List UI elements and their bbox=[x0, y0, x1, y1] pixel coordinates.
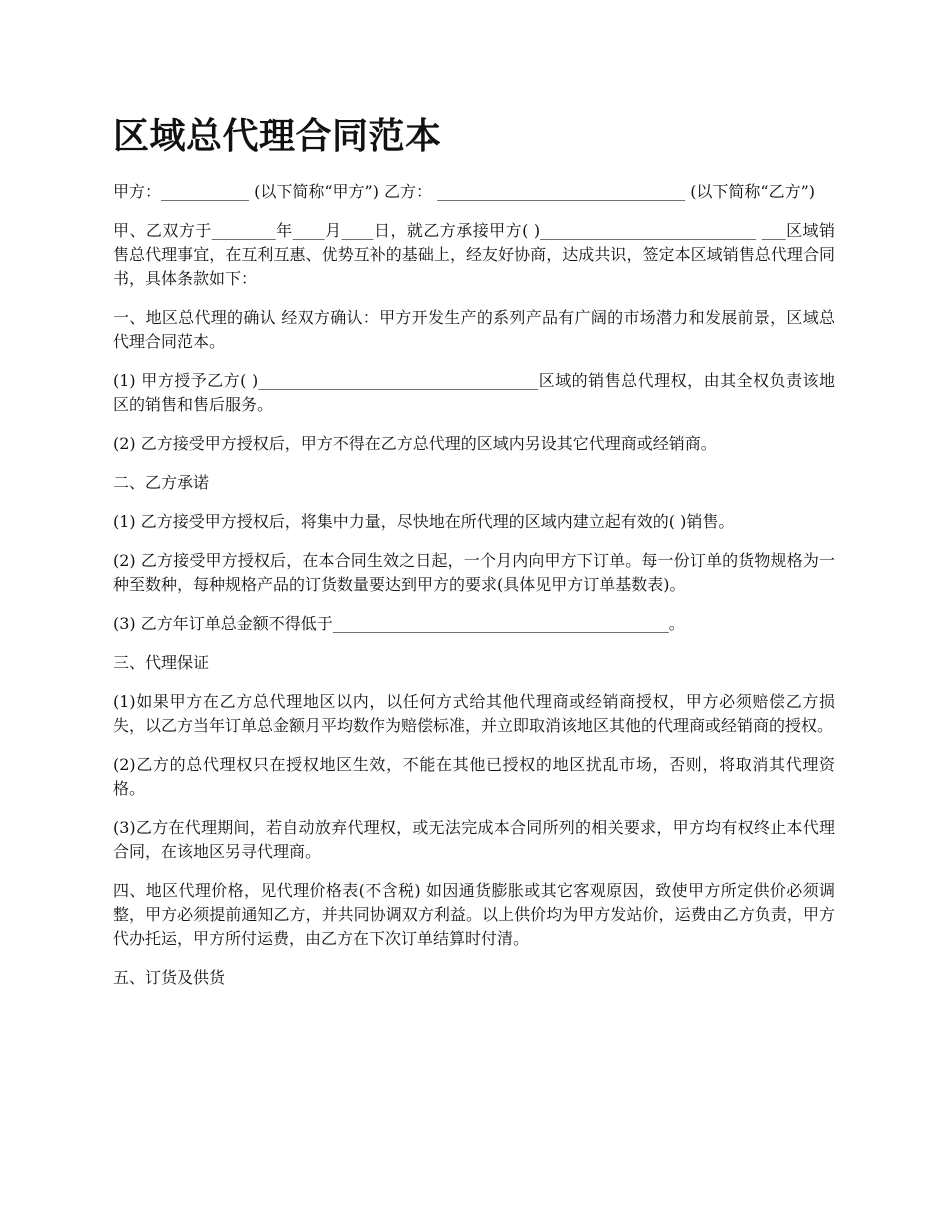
section-2-clause-3: (3) 乙方年订单总金额不得低于__________________________________________。 bbox=[113, 614, 685, 633]
section-4-paragraph: 四、地区代理价格，见代理价格表(不含税) 如因通货膨胀或其它客观原因，致使甲方所定供价必须调整，甲方必须提前通知乙方，并共同协调双方利益。以上供价均为甲方发站价，运费由乙方负责，甲方代办托运，甲方所付运费，由乙方在下次订单结算时付清。 bbox=[113, 881, 835, 948]
section-3-clause-2: (2)乙方的总代理权只在授权地区生效，不能在其他已授权的地区扰乱市场，否则，将取消其代理资格。 bbox=[113, 755, 835, 798]
section-1-heading-paragraph: 一、地区总代理的确认 经双方确认：甲方开发生产的系列产品有广阔的市场潜力和发展前景，区域总代理合同范本。 bbox=[113, 308, 835, 351]
section-2-clause-2: (2) 乙方接受甲方授权后，在本合同生效之日起，一个月内向甲方下订单。每一份订单的货物规格为一种至数种，每种规格产品的订货数量要达到甲方的要求(具体见甲方订单基数表)。 bbox=[113, 551, 835, 594]
section-3-heading: 三、代理保证 bbox=[113, 653, 210, 672]
document-page bbox=[113, 112, 835, 1005]
section-3-clause-1: (1)如果甲方在乙方总代理地区以内，以任何方式给其他代理商或经销商授权，甲方必须赔偿乙方损失，以乙方当年订单总金额月平均数作为赔偿标准，并立即取消该地区其他的代理商或经销商的授权。 bbox=[113, 692, 835, 735]
preamble-paragraph: 甲、乙双方于________年____月____日，就乙方承接甲方( )___________________________ ___区域销售总代理事宜，在互利互惠、优势互补的基础上，经友好协商，达成共识，签定本区域销售总代理合同书，具体条款如下： bbox=[113, 221, 835, 288]
parties-paragraph: 甲方：___________ (以下简称“甲方”) 乙方： _______________________________ (以下简称“乙方”) bbox=[113, 182, 816, 201]
document-title: 区域总代理合同范本 bbox=[113, 115, 442, 157]
section-2-clause-1: (1) 乙方接受甲方授权后，将集中力量，尽快地在所代理的区域内建立起有效的( )销售。 bbox=[113, 512, 735, 531]
section-1-clause-2: (2) 乙方接受甲方授权后，甲方不得在乙方总代理的区域内另设其它代理商或经销商。 bbox=[113, 434, 717, 453]
section-3-clause-3: (3)乙方在代理期间，若自动放弃代理权，或无法完成本合同所列的相关要求，甲方均有权终止本代理合同，在该地区另寻代理商。 bbox=[113, 818, 835, 861]
section-1-clause-1: (1) 甲方授予乙方( )___________________________________区域的销售总代理权，由其全权负责该地区的销售和售后服务。 bbox=[113, 371, 835, 414]
section-2-heading: 二、乙方承诺 bbox=[113, 473, 210, 492]
section-5-heading: 五、订货及供货 bbox=[113, 968, 226, 987]
